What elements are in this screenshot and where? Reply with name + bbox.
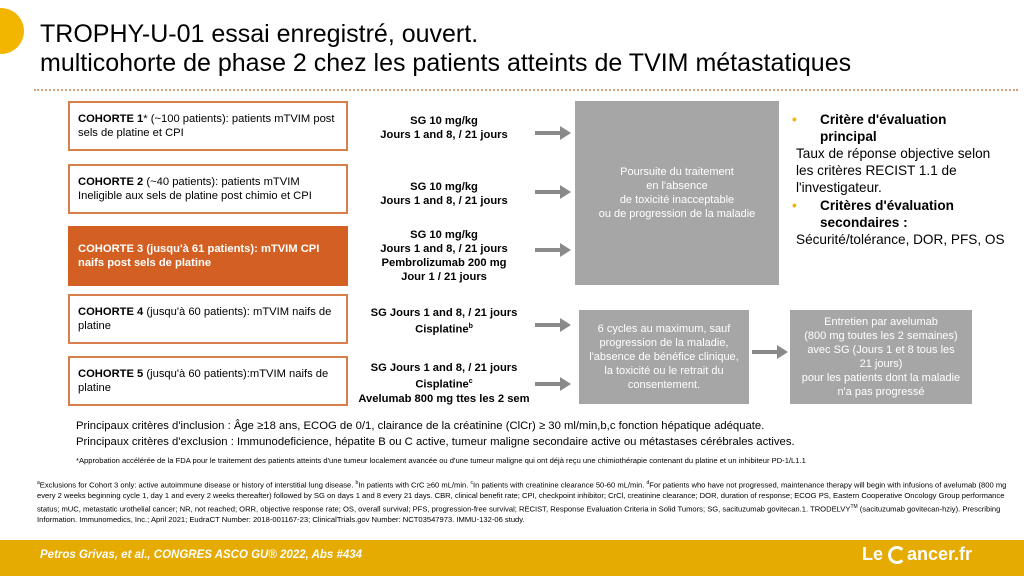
citation: Petros Grivas, et al., CONGRES ASCO GU® 2022, Abs #434 <box>40 549 363 561</box>
footnote-text: In patients with CrC ≥60 mL/min. <box>358 480 471 490</box>
primary-endpoint-text: Taux de réponse objective selon les critères RECIST 1.1 de l'investigateur. <box>796 146 991 195</box>
drug-name: Cisplatine <box>415 323 469 336</box>
cohort-1-name: COHORTE 1 <box>78 113 144 125</box>
cohort-3-name: COHORTE 3 <box>78 243 144 255</box>
dosing-line: Jours 1 and 8, / 21 jours <box>380 195 508 207</box>
heading-line: Critères d'évaluation <box>820 198 954 213</box>
dosing-line: SG Jours 1 and 8, / 21 jours <box>370 362 518 374</box>
dosing-line: Jour 1 / 21 jours <box>401 271 487 283</box>
title-line-2: multicohorte de phase 2 chez les patients atteints de TVIM métastatiques <box>40 49 852 77</box>
cohort-1-box <box>68 101 348 151</box>
box-line: la toxicité ou le retrait du <box>604 365 724 377</box>
footnote-marker: b <box>355 480 359 486</box>
cohort-5-name: COHORTE 5 <box>78 368 144 380</box>
logo-c-icon <box>888 546 906 564</box>
box-line: progression de la maladie, <box>599 337 729 349</box>
bullet-icon: • <box>792 198 797 213</box>
cohort-5-box <box>68 356 348 406</box>
cohort-4-name: COHORTE 4 <box>78 306 144 318</box>
arrow-right-icon <box>535 126 571 140</box>
cohort-1-dosing <box>356 114 532 142</box>
arrow-right-icon <box>535 377 571 391</box>
heading-line: principal <box>820 129 877 144</box>
cohort-4-description: (jusqu'à 60 patients): mTVIM naifs de platine <box>78 306 332 332</box>
box-line: pour les patients dont la maladie <box>801 372 961 384</box>
lecancer-logo[interactable] <box>862 544 972 565</box>
footnote-text: Exclusions for Cohort 3 only: active autoimmune disease or history of interstitial lung disease. <box>39 480 356 490</box>
box-line: n'a pas progressé <box>837 386 925 398</box>
box-line: avec SG (Jours 1 et 8 tous les <box>807 344 955 356</box>
dosing-line: SG Jours 1 and 8, / 21 jours <box>370 307 518 319</box>
title-line-1: TROPHY-U-01 essai enregistré, ouvert. <box>40 20 479 48</box>
footnotes <box>37 478 1007 525</box>
footnote-marker: c <box>470 480 473 486</box>
box-line: 21 jours) <box>859 358 903 370</box>
footnote-marker: d <box>646 480 650 486</box>
dosing-line: Avelumab 800 mg ttes les 2 sem <box>358 392 530 405</box>
maintenance-box <box>790 310 972 404</box>
secondary-endpoint-text: Sécurité/tolérance, DOR, PFS, OS <box>796 232 1005 247</box>
box-line: Entretien par avelumab <box>824 316 938 328</box>
box-line: 6 cycles au maximum, sauf <box>597 323 731 335</box>
box-line: consentement. <box>627 379 701 391</box>
cohort-2-description: (~40 patients): patients mTVIM Ineligible aux sels de platine post chimio et CPI <box>78 176 312 202</box>
title-divider <box>34 89 1018 91</box>
arrow-right-icon <box>535 318 571 332</box>
box-line: l'absence de bénéfice clinique, <box>589 351 739 363</box>
footnote-marker: c <box>468 378 473 385</box>
exclusion-criteria: Principaux critères d'exclusion : Immunodeficience, hépatite B ou C active, tumeur maligne secondaire active ou métastases cérébrales actives. <box>76 436 795 448</box>
dosing-line: Jours 1 and 8, / 21 jours <box>380 129 508 141</box>
inclusion-criteria: Principaux critères d'inclusion : Âge ≥18 ans, ECOG de 0/1, clairance de la créatinine (ClCr) ≥ 30 ml/min,b,c fonction hépatique adéquate. <box>76 420 765 432</box>
dosing-line: SG 10 mg/kg <box>410 229 478 241</box>
arrow-right-icon <box>535 185 571 199</box>
cohort-1-description: * (~100 patients): patients mTVIM post sels de platine et CPI <box>78 113 335 139</box>
cohort-2-name: COHORTE 2 <box>78 176 144 188</box>
secondary-endpoint-heading <box>792 197 1007 231</box>
corner-decoration <box>0 8 24 54</box>
cycles-box <box>579 310 749 404</box>
cohort-2-box <box>68 164 348 214</box>
box-line: (800 mg toutes les 2 semaines) <box>804 330 958 342</box>
cohort-3-box <box>68 226 348 286</box>
dosing-line <box>356 375 532 392</box>
arrow-right-icon <box>535 243 571 257</box>
cohort-2-dosing <box>356 180 532 208</box>
footnote-marker: b <box>468 323 473 330</box>
cohort-5-description: (jusqu'à 60 patients):mTVIM naifs de platine <box>78 368 329 394</box>
dosing-line <box>356 320 532 337</box>
footnote-text: In patients with creatinine clearance 50-60 mL/min. <box>473 480 647 490</box>
endpoints-panel <box>792 111 1007 249</box>
footnote-text: (sacituzumab govitecan-hziy). Prescribing Information. Immunomedics, Inc.; April 2021; EudraCT Number: 2018-001167-23; ClinicalTrials.gov Number: NCT03547973. IMMU-132-06 study. <box>37 504 1001 524</box>
box-line: Poursuite du traitement <box>620 166 734 178</box>
primary-endpoint-heading <box>792 111 1007 145</box>
cohort-3-dosing <box>356 228 532 284</box>
dosing-line: SG 10 mg/kg <box>410 181 478 193</box>
bullet-icon: • <box>792 112 797 127</box>
arrow-right-icon <box>752 345 788 359</box>
dosing-line: SG 10 mg/kg <box>410 115 478 127</box>
eligibility-criteria <box>76 418 795 450</box>
continuation-box <box>575 101 779 285</box>
logo-text: Le <box>862 544 884 564</box>
heading-line: secondaires : <box>820 215 908 230</box>
drug-name: Cisplatine <box>415 378 469 391</box>
footnote-marker: TM <box>850 503 858 510</box>
box-line: de toxicité inacceptable <box>619 194 735 206</box>
cohort-4-box <box>68 294 348 344</box>
footnote-marker: a <box>37 480 40 486</box>
dosing-line: Jours 1 and 8, / 21 jours <box>380 243 508 255</box>
page-title <box>40 20 851 78</box>
logo-text: ancer.fr <box>907 544 973 564</box>
heading-line: Critère d'évaluation <box>820 112 947 127</box>
cohort-3-description: (jusqu'à 61 patients): mTVIM CPI naifs post sels de platine <box>78 243 320 269</box>
box-line: en l'absence <box>646 180 708 192</box>
cohort-4-dosing <box>356 306 532 337</box>
fda-note: *Approbation accélérée de la FDA pour le traitement des patients atteints d'une tumeur localement avancée ou d'une tumeur maligne qui ont déjà reçu une chimiothérapie contenant du platine et un inhibiteur PD-1/L1.1 <box>76 456 806 465</box>
footnote-text: For patients who have not progressed, maintenance therapy will begin with infusions of avelumab (800 mg every 2 weeks beginning cycle 1, day 1 and every 2 weeks thereafter) followed by SG on days 1 and 8 every 21 days. CBR, clinical benefit rate; CPI, checkpoint inhibitor; CrCl, creatinine clearance; DOR, duration of response; ECOG PS, Eastern Cooperative Oncology Group performance status; mUC, metastatic urothelial cancer; NR, not reached; ORR, objective response rate; OS, overall survival; PFS, progression-free survival; RECIST, Response Evaluation Criteria in Solid Tumors; SG, sacituzumab govitecan.1. TRODELVY <box>37 480 1007 514</box>
cohort-5-dosing <box>356 361 532 406</box>
box-line: ou de progression de la maladie <box>598 208 756 220</box>
dosing-line: Pembrolizumab 200 mg <box>381 257 507 269</box>
